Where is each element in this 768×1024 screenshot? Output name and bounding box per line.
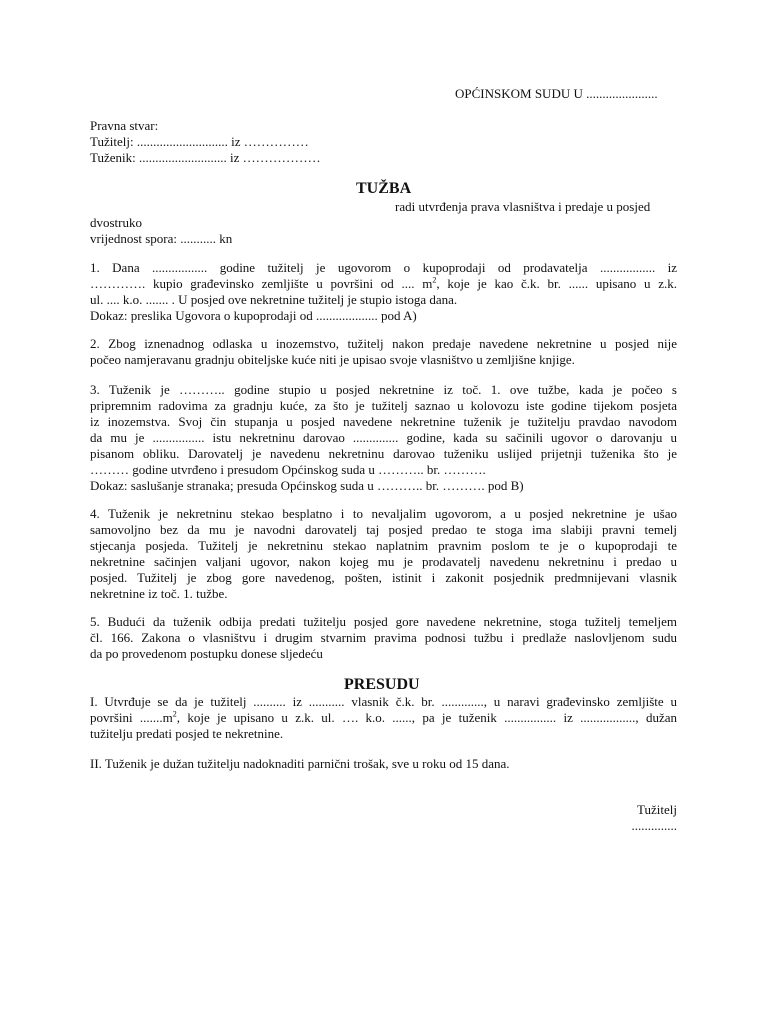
defendant-line: Tuženik: ........................... iz ………………	[90, 150, 321, 165]
section-4-line: nekretnine sačinjen valjani ugovor, nakon kojeg mu je prodavatelj navedenu nekretninu i predao u	[90, 554, 677, 569]
signature-line: ..............	[631, 818, 677, 833]
court-heading: OPĆINSKOM SUDU U ......................	[455, 86, 658, 101]
section-3-line: pisanom obliku. Darovatelj je navedenu nekretninu darovao tuženiku uslijed prijetnji tuženika što je	[90, 446, 677, 461]
document-subtitle: radi utvrđenja prava vlasništva i predaje u posjed	[395, 199, 651, 214]
section-4-line: samovoljno bez da mu je navodni darovatelj taj posjed predao te stoga ima slabiji pravni temelj	[90, 522, 677, 537]
plaintiff-line: Tužitelj: ............................ iz ……………	[90, 134, 309, 149]
section-4-line: 4. Tuženik je nekretninu stekao besplatno i to nevaljalim ugovorom, a u posjed nekretnine je ušao	[90, 506, 677, 521]
document-title: TUŽBA	[356, 180, 412, 197]
section-1-proof: Dokaz: preslika Ugovora o kupoprodaji od ................... pod A)	[90, 308, 417, 323]
section-3-line: ……… godine utvrđeno i presudom Općinskog suda u ……….. br. ……….	[90, 462, 486, 477]
section-2	[90, 336, 677, 368]
section-5-line: 5. Budući da tuženik odbija predati tužitelju posjed gore navedene nekretnine, stoga tužitelj temeljem	[90, 614, 677, 629]
section-5	[90, 614, 677, 662]
section-1-line: 1. Dana ................. godine tužitelj je ugovorom o kupoprodaji od prodavatelja ................. iz	[90, 260, 677, 275]
section-1-line: ul. .... k.o. ....... . U posjed ove nekretnine tužitelj je stupio istoga dana.	[90, 292, 458, 307]
claim-value: vrijednost spora: ........... kn	[90, 231, 233, 246]
section-4	[90, 506, 677, 602]
signature-label: Tužitelj	[637, 802, 677, 817]
section-4-line: nekretnine iz toč. 1. tužbe.	[90, 586, 228, 601]
verdict-line: tužitelju predati posjed te nekretnine.	[90, 726, 284, 741]
verdict-line: I. Utvrđuje se da je tužitelj .......... iz ........... vlasnik č.k. br. ............., u naravi građevinsko zemljište u	[90, 694, 677, 709]
legal-matter-label: Pravna stvar:	[90, 118, 159, 133]
copies-note: dvostruko	[90, 215, 142, 230]
section-2-line: 2. Zbog iznenadnog odlaska u inozemstvo, tužitelj nakon predaje navedene nekretnine u posjed nije	[90, 336, 677, 351]
section-3-line: 3. Tuženik je ……….. godine stupio u posjed nekretnine iz toč. 1. ove tužbe, kada je počeo s	[90, 382, 677, 397]
section-3-line: da mu je ................ istu nekretninu darovao .............. godine, kada su sačinili ugovor o darovanju u	[90, 430, 677, 445]
section-3-line: pripremnim radovima za gradnju kuće, za što je tužitelj saznao u kolovozu iste godine tijekom posjeta	[90, 398, 677, 413]
verdict-line: površini $.......m^2$, koje je upisano u z.k. ul. …. k.o. ......, pa je tuženik ................ iz ................., dužan	[90, 710, 677, 725]
verdict-title: PRESUDU	[344, 676, 420, 693]
section-1	[90, 260, 677, 324]
verdict-line-ii: II. Tuženik je dužan tužitelju nadoknaditi parnični trošak, sve u roku od 15 dana.	[90, 756, 510, 771]
section-3-proof: Dokaz: saslušanje stranaka; presuda Općinskog suda u ……….. br. ………. pod B)	[90, 478, 524, 493]
section-1-line: …………. kupio građevinsko zemljište u površini od .... $m^2$, koje je kao č.k. br. ...... upisano u z.k.	[90, 276, 677, 291]
verdict-section	[90, 694, 677, 742]
section-2-line: počeo namjeravanu gradnju obiteljske kuće niti je upisao svoje vlasništvo u zemljišne knjige.	[90, 352, 575, 367]
section-4-line: posjed. Tužitelj je zbog gore navedenog, pošten, istinit i zakonit posjednik predmnijevani vlasnik	[90, 570, 677, 585]
section-5-line: čl. 166. Zakona o vlasništvu i drugim stvarnim pravima podnosi tužbu i predlaže naslovljenom sudu	[90, 630, 677, 645]
section-5-line: da po provedenom postupku donese sljedeću	[90, 646, 323, 661]
section-3-line: iz inozemstva. Svoj čin stupanja u posjed navedene nekretnine tuženik je tužitelju pravdao navodom	[90, 414, 677, 429]
section-4-line: stjecanja posjeda. Tužitelj je nekretninu stekao naplatnim pravnim poslom te je o kupoprodaji te	[90, 538, 677, 553]
section-3	[90, 382, 677, 494]
